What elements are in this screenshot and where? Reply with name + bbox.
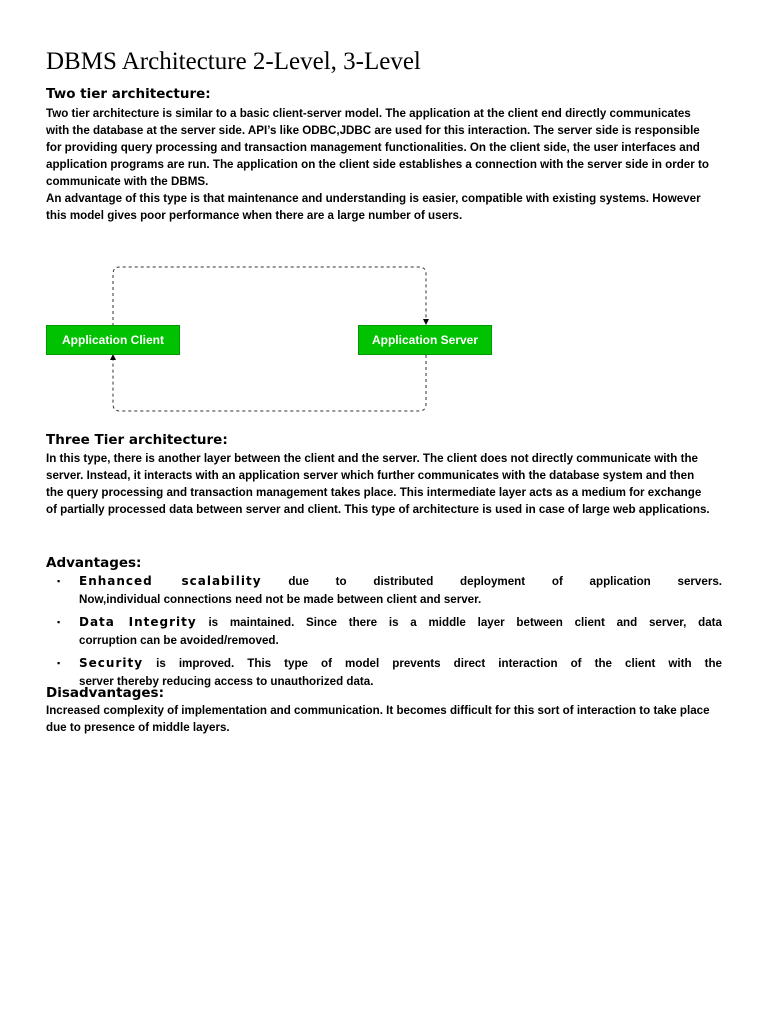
advantage-continuation: Now,individual connections need not be made between client and server. xyxy=(79,593,482,606)
bullet-icon: ▪ xyxy=(57,658,61,668)
advantage-text: is maintained. Since there is a middle layer between client and server, data xyxy=(208,616,722,629)
advantage-item xyxy=(46,572,722,609)
advantage-text: due to distributed deployment of application servers. xyxy=(288,575,722,588)
advantage-keyword: Security xyxy=(79,656,144,670)
two-tier-heading: Two tier architecture: xyxy=(46,86,211,102)
three-tier-heading: Three Tier architecture: xyxy=(46,432,228,448)
disadvantages-body xyxy=(46,702,722,736)
application-client-box: Application Client xyxy=(46,325,180,355)
connector-server-to-client xyxy=(113,355,426,411)
disadvantages-heading: Disadvantages: xyxy=(46,685,164,701)
advantage-keyword: Data Integrity xyxy=(79,615,197,629)
bullet-icon: ▪ xyxy=(57,576,61,586)
advantage-item xyxy=(46,613,722,650)
advantage-keyword: Enhanced scalability xyxy=(79,574,262,588)
advantages-list xyxy=(46,572,722,695)
two-tier-diagram xyxy=(0,258,768,428)
three-tier-paragraph: In this type, there is another layer between the client and the server. The client does not directly communicate with the server. Instead, it interacts with an application server which further communicates with the database system and then the query processing and transaction management takes place. This intermediate layer acts as a medium for exchange of partially processed data between server and client. This type of architecture is used in case of large web applications. xyxy=(46,452,710,516)
advantages-heading: Advantages: xyxy=(46,555,142,571)
two-tier-paragraph-1: Two tier architecture is similar to a basic client-server model. The application at the client end directly communicates with the database at the server side. API’s like ODBC,JDBC are used for this interaction. The server side is responsible for providing query processing and transaction management functionalities. On the client side, the user interfaces and application programs are run. The application on the client side establishes a connection with the server side in order to communicate with the DBMS. xyxy=(46,107,709,188)
bullet-icon: ▪ xyxy=(57,617,61,627)
two-tier-body xyxy=(46,105,710,224)
advantage-continuation: corruption can be avoided/removed. xyxy=(79,634,279,647)
two-tier-paragraph-2: An advantage of this type is that maintenance and understanding is easier, compatible with existing systems. However this model gives poor performance when there are a large number of users. xyxy=(46,192,701,222)
three-tier-body xyxy=(46,450,710,518)
advantage-text: is improved. This type of model prevents direct interaction of the client with the xyxy=(156,657,722,670)
disadvantages-paragraph: Increased complexity of implementation and communication. It becomes difficult for this sort of interaction to take place due to presence of middle layers. xyxy=(46,704,710,734)
application-server-box: Application Server xyxy=(358,325,492,355)
advantage-continuation: server thereby reducing access to unauthorized data. xyxy=(79,675,374,688)
page-title: DBMS Architecture 2-Level, 3-Level xyxy=(46,48,421,75)
connector-client-to-server xyxy=(113,267,426,326)
